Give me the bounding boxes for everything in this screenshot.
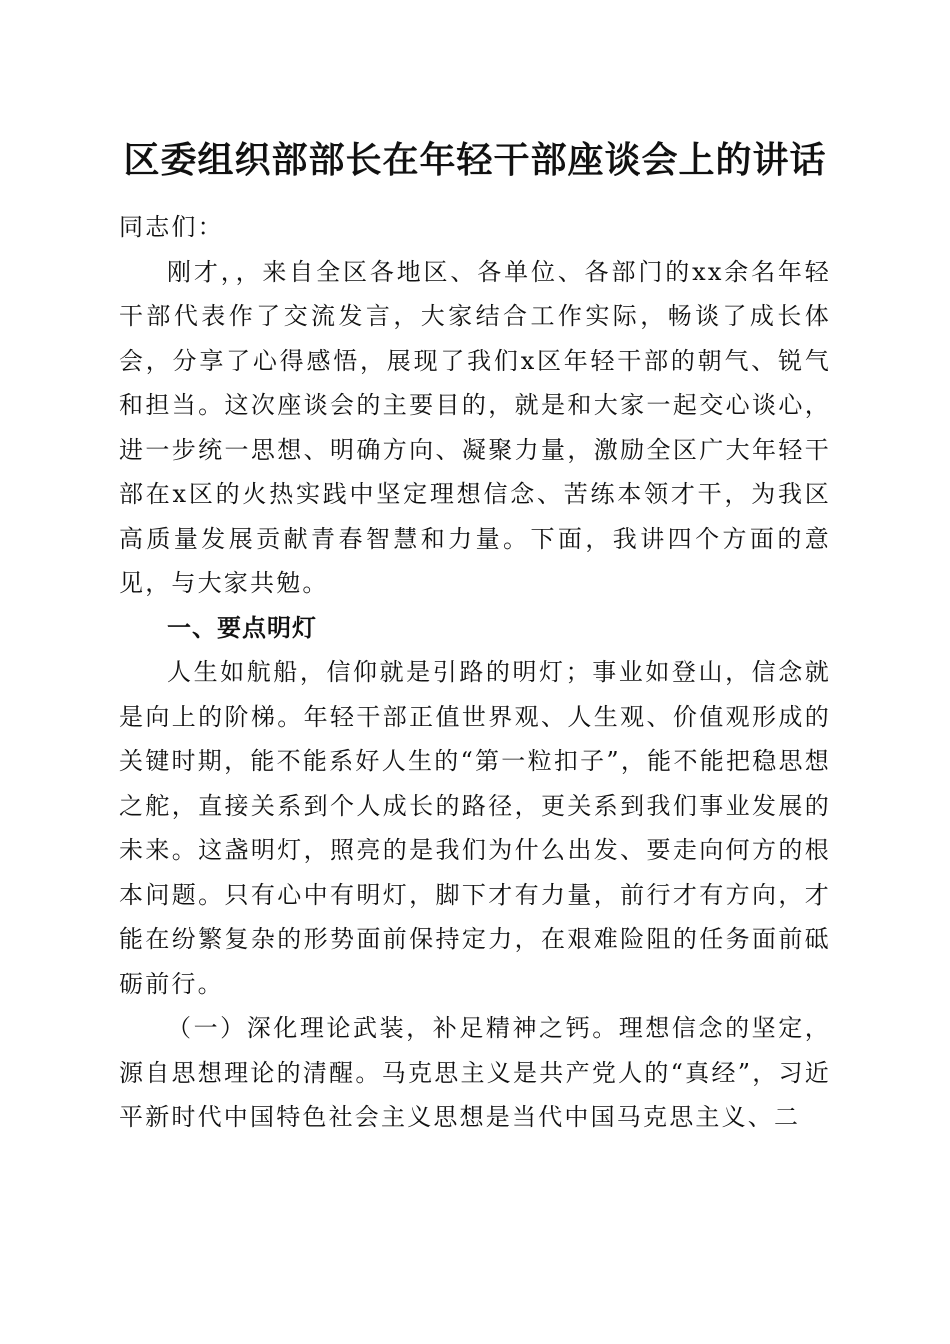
subsection-1-paragraph <box>119 1006 831 1140</box>
intro-paragraph: 刚才，，来自全区各地区、各单位、各部门的xx余名年轻干部代表作了交流发言，大家结合工作实际，畅谈了成长体会，分享了心得感悟，展现了我们x区年轻干部的朝气、锐气和担当。这次座谈会的主要目的，就是和大家一起交心谈心，进一步统一思想、明确方向、凝聚力量，激励全区广大年轻干部在x区的火热实践中坚定理想信念、苦练本领才干，为我区高质量发展贡献青春智慧和力量。下面，我讲四个方面的意见，与大家共勉。 <box>119 257 831 597</box>
subsection-1-lead: （一）深化理论武装，补足精神之钙。 <box>167 1014 619 1042</box>
subsection-1-text: 理想信念的坚定，源自思想理论的清醒。马克思主义是共产党人的“真经”，习近平新时代中国特色社会主义思想是当代中国马克思主义、二 <box>119 1014 831 1131</box>
salutation: 同志们： <box>119 213 224 241</box>
document-body <box>119 205 831 1140</box>
section-1-paragraph: 人生如航船，信仰就是引路的明灯；事业如登山，信念就是向上的阶梯。年轻干部正值世界观、人生观、价值观形成的关键时期，能不能系好人生的“第一粒扣子”，能不能把稳思想之舵，直接关系到个人成长的路径，更关系到我们事业发展的未来。这盏明灯，照亮的是我们为什么出发、要走向何方的根本问题。只有心中有明灯，脚下才有力量，前行才有方向，才能在纷繁复杂的形势面前保持定力，在艰难险阻的任务面前砥砺前行。 <box>119 658 831 998</box>
section-heading-1: 一、要点明灯 <box>167 613 317 642</box>
document-title: 区委组织部部长在年轻干部座谈会上的讲话 <box>123 139 827 181</box>
